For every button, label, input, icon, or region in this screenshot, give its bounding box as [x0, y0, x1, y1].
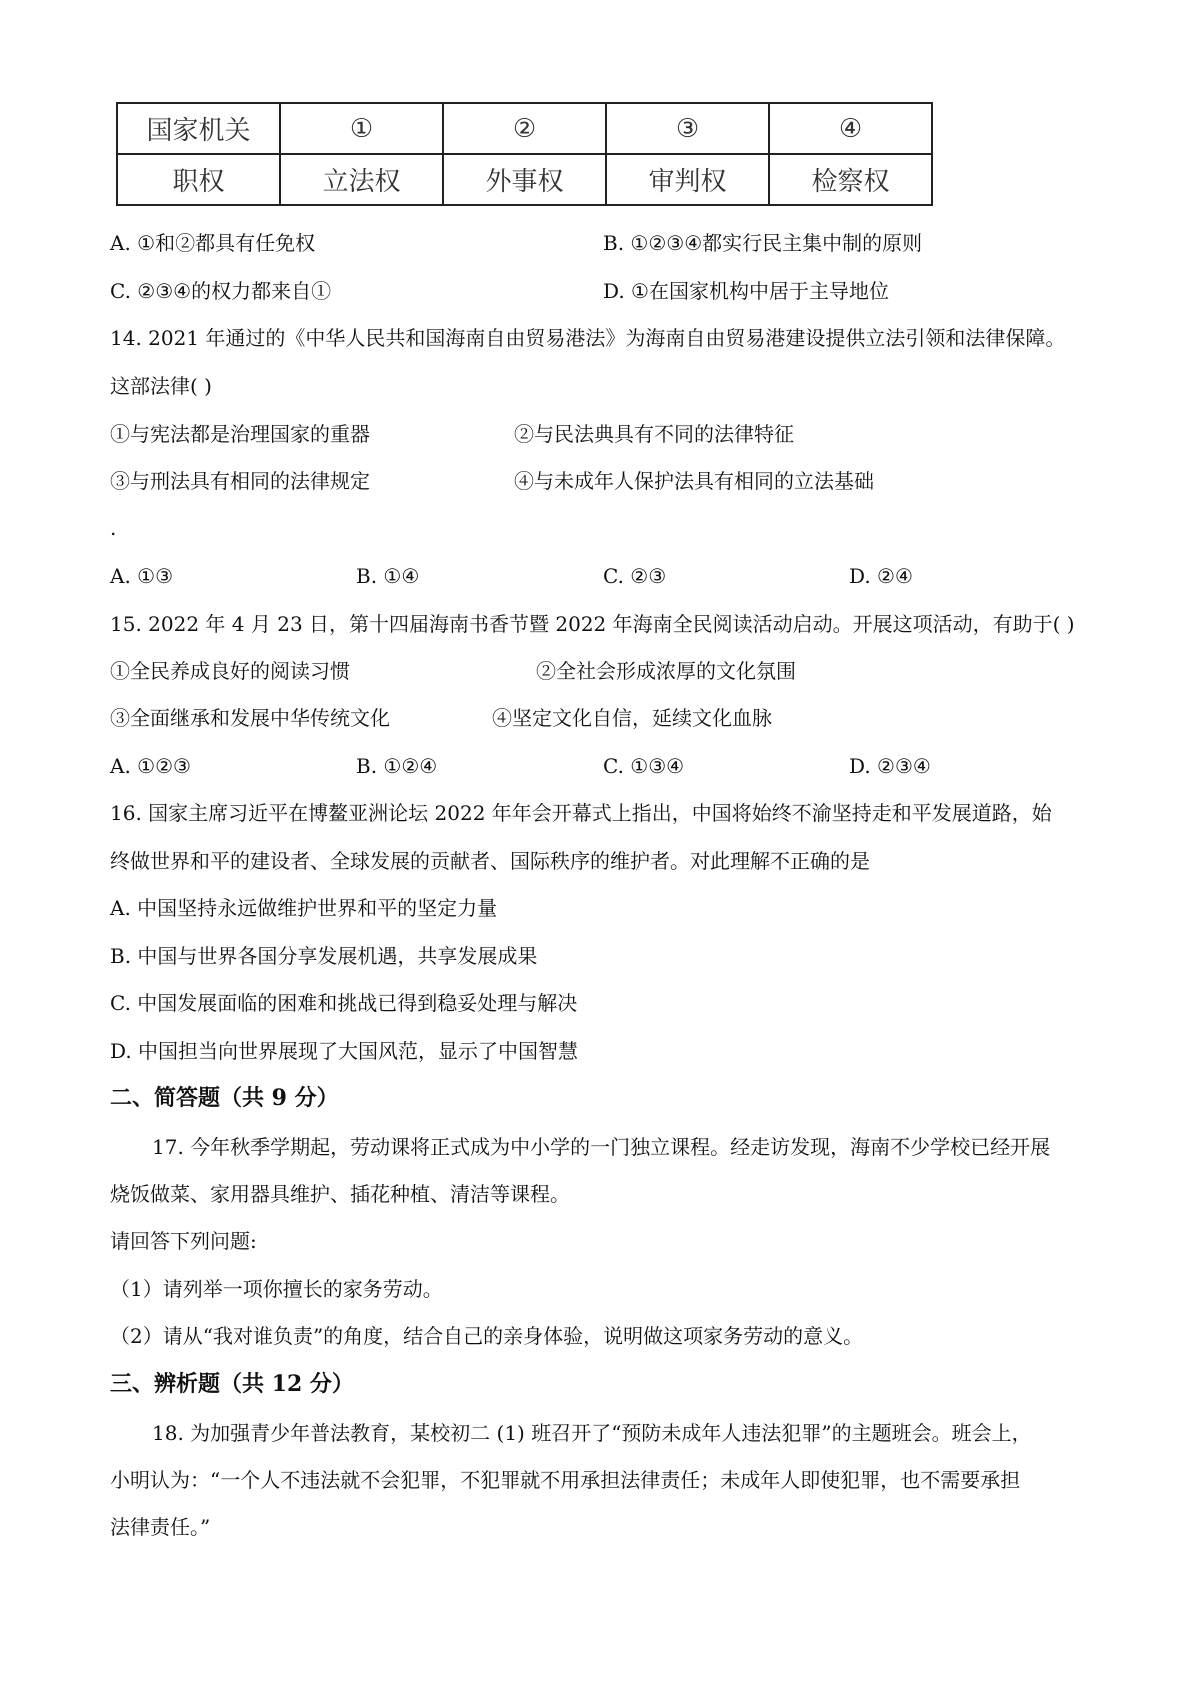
q14-option-a: A. ①③ — [110, 564, 174, 588]
q16-option-c: C. 中国发展面临的困难和挑战已得到稳妥处理与解决 — [110, 991, 578, 1015]
table-cell: 国家机关 — [117, 103, 280, 154]
q15-option-d: D. ②③④ — [849, 754, 931, 778]
q17-stem: 17. 今年秋季学期起，劳动课将正式成为中小学的一门独立课程。经走访发现，海南不少学校已经开展 — [152, 1135, 1051, 1159]
q16-option-b: B. 中国与世界各国分享发展机遇，共享发展成果 — [110, 944, 538, 968]
q14-option-c: C. ②③ — [603, 564, 667, 588]
q16-option-a: A. 中国坚持永远做维护世界和平的坚定力量 — [110, 896, 498, 920]
state-organs-table — [116, 102, 933, 206]
q18-stem-cont: 小明认为：“一个人不违法就不会犯罪，不犯罪就不用承担法律责任；未成年人即使犯罪，也不需要承担 — [110, 1468, 1021, 1492]
table-cell: 外事权 — [443, 154, 606, 205]
q15-item-4: ④坚定文化自信，延续文化血脉 — [492, 706, 772, 730]
q15-item-1: ①全民养成良好的阅读习惯 — [110, 659, 350, 683]
q17-prompt: 请回答下列问题: — [110, 1229, 257, 1253]
table-cell: ① — [280, 103, 443, 154]
q14-stem: 14. 2021 年通过的《中华人民共和国海南自由贸易港法》为海南自由贸易港建设提供立法引领和法律保障。 — [110, 326, 1066, 350]
table-cell: 审判权 — [606, 154, 769, 205]
q14-stem-cont: 这部法律( ) — [110, 374, 212, 398]
q14-item-4: ④与未成年人保护法具有相同的立法基础 — [514, 469, 874, 493]
q14-option-d: D. ②④ — [849, 564, 913, 588]
q15-item-2: ②全社会形成浓厚的文化氛围 — [536, 659, 796, 683]
q17-stem-cont: 烧饭做菜、家用器具维护、插花种植、清洁等课程。 — [110, 1182, 570, 1206]
table-cell: 职权 — [117, 154, 280, 205]
q14-option-b: B. ①④ — [356, 564, 420, 588]
q15-stem: 15. 2022 年 4 月 23 日，第十四届海南书香节暨 2022 年海南全民阅读活动启动。开展这项活动，有助于( ) — [110, 612, 1075, 636]
q16-stem: 16. 国家主席习近平在博鳌亚洲论坛 2022 年年会开幕式上指出，中国将始终不渝坚持走和平发展道路，始 — [110, 801, 1052, 825]
table-row — [117, 154, 932, 205]
table-cell: 检察权 — [769, 154, 932, 205]
q13-option-b: B. ①②③④都实行民主集中制的原则 — [603, 231, 923, 255]
q13-option-a: A. ①和②都具有任免权 — [110, 231, 316, 255]
table-cell: ② — [443, 103, 606, 154]
q17-sub-question-1: （1）请列举一项你擅长的家务劳动。 — [110, 1277, 443, 1301]
q15-option-a: A. ①②③ — [110, 754, 191, 778]
q16-option-d: D. 中国担当向世界展现了大国风范，显示了中国智慧 — [110, 1039, 579, 1063]
table-cell: 立法权 — [280, 154, 443, 205]
table-cell: ④ — [769, 103, 932, 154]
q15-option-b: B. ①②④ — [356, 754, 438, 778]
section-heading-analysis: 三、辨析题（共 12 分） — [110, 1371, 354, 1397]
q18-stem: 18. 为加强青少年普法教育，某校初二 (1) 班召开了“预防未成年人违法犯罪”的主题班会。班会上， — [152, 1421, 1032, 1445]
q13-option-d: D. ①在国家机构中居于主导地位 — [603, 279, 889, 303]
q14-item-2: ②与民法典具有不同的法律特征 — [514, 422, 794, 446]
q15-item-3: ③全面继承和发展中华传统文化 — [110, 706, 390, 730]
q17-sub-question-2: （2）请从“我对谁负责”的角度，结合自己的亲身体验，说明做这项家务劳动的意义。 — [110, 1324, 864, 1348]
q18-stem-end: 法律责任。” — [110, 1515, 211, 1539]
table-row — [117, 103, 932, 154]
q16-stem-cont: 终做世界和平的建设者、全球发展的贡献者、国际秩序的维护者。对此理解不正确的是 — [110, 849, 870, 873]
q15-option-c: C. ①③④ — [603, 754, 685, 778]
q13-option-c: C. ②③④的权力都来自① — [110, 279, 332, 303]
q14-item-1: ①与宪法都是治理国家的重器 — [110, 422, 370, 446]
stray-dot: . — [110, 516, 117, 540]
section-heading-short-answer: 二、简答题（共 9 分） — [110, 1085, 339, 1111]
table-cell: ③ — [606, 103, 769, 154]
q14-item-3: ③与刑法具有相同的法律规定 — [110, 469, 370, 493]
